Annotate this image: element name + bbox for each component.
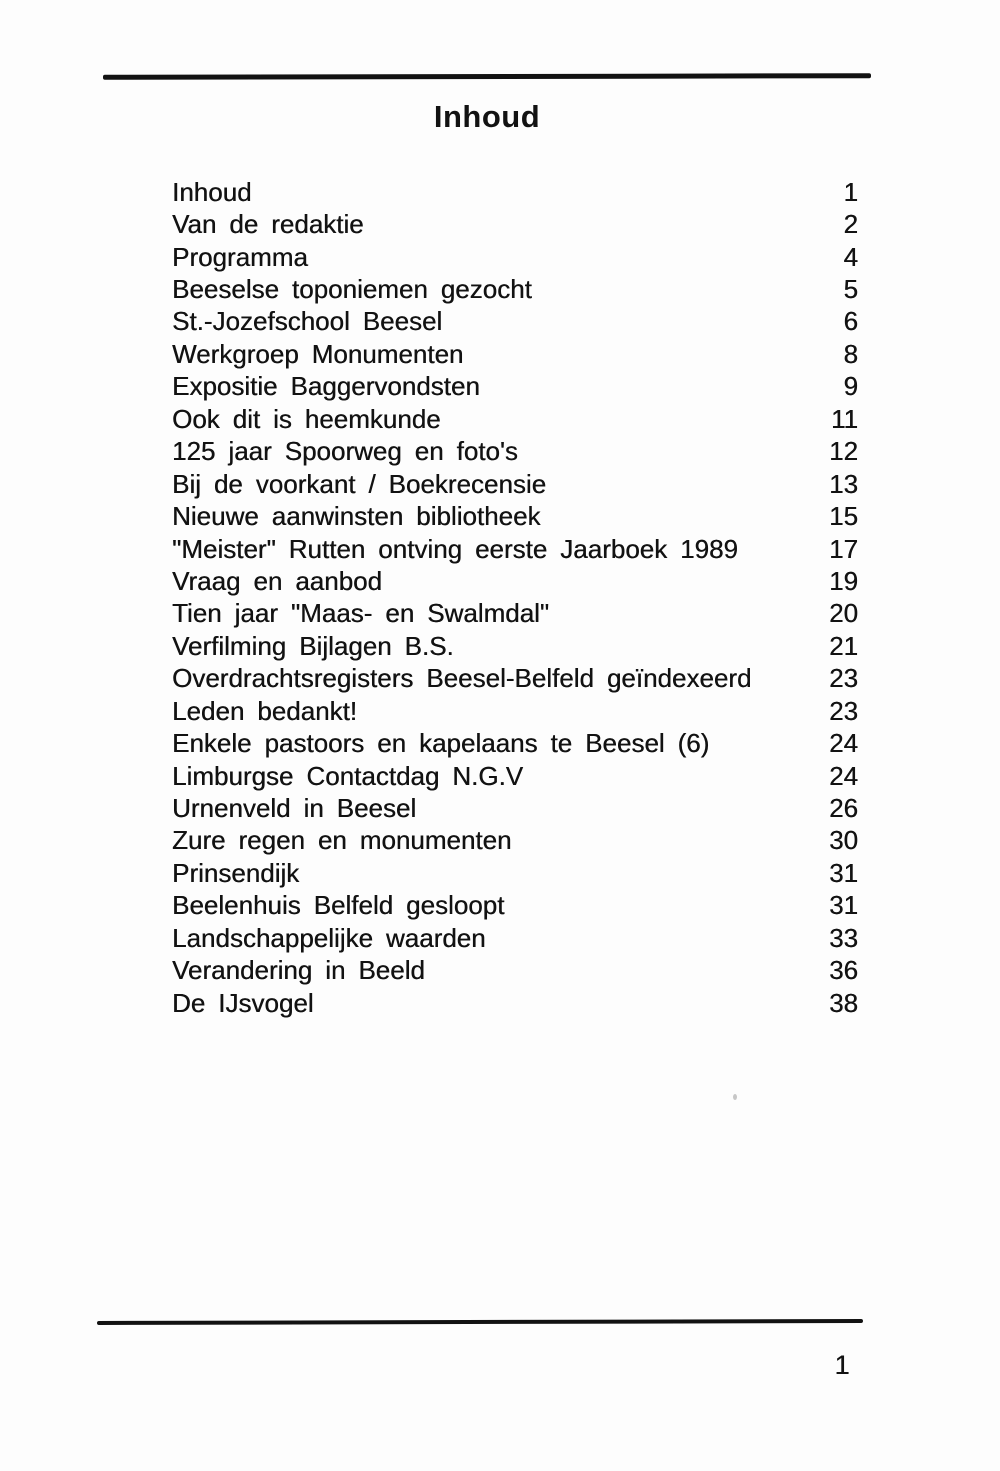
toc-entry-label: Landschappelijke waarden (172, 922, 486, 953)
toc-entry-label: Limburgse Contactdag N.G.V (172, 760, 524, 791)
toc-entry-label: Ook dit is heemkunde (172, 403, 441, 434)
toc-row (172, 273, 858, 305)
toc-entry-page-number: 12 (829, 436, 858, 467)
toc-entry-page-number: 11 (831, 403, 858, 434)
toc-entry-label: Werkgroep Monumenten (172, 338, 464, 369)
toc-entry-page-number: 8 (843, 338, 858, 369)
toc-row (172, 208, 858, 240)
toc-entry-page-number: 21 (829, 630, 858, 661)
toc-entry-label: Nieuwe aanwinsten bibliotheek (172, 501, 541, 532)
toc-entry-page-number: 17 (829, 533, 858, 564)
bottom-rule (97, 1319, 863, 1325)
page-title: Inhoud (433, 99, 541, 134)
toc-entry-label: Tien jaar "Maas- en Swalmdal" (172, 598, 550, 629)
toc-entry-page-number: 23 (829, 695, 858, 726)
toc-entry-label: St.-Jozefschool Beesel (172, 306, 443, 337)
toc-row (172, 955, 858, 987)
toc-entry-page-number: 24 (829, 728, 858, 759)
toc-entry-label: Van de redaktie (172, 209, 364, 240)
toc-row (172, 436, 858, 468)
toc-entry-label: Programma (172, 241, 308, 272)
toc-entry-page-number: 20 (829, 598, 858, 629)
toc-row (172, 792, 858, 824)
toc-row (172, 371, 858, 403)
toc-row (172, 922, 858, 954)
toc-entry-page-number: 13 (829, 468, 858, 499)
top-rule (103, 73, 871, 80)
toc-entry-page-number: 19 (829, 565, 858, 596)
toc-entry-page-number: 36 (829, 955, 858, 986)
toc-entry-label: Verandering in Beeld (172, 955, 425, 986)
toc-entry-page-number: 4 (843, 241, 858, 272)
toc-row (172, 857, 858, 889)
toc-entry-label: De IJsvogel (172, 987, 314, 1018)
toc-entry-page-number: 15 (829, 501, 858, 532)
toc-row (172, 533, 858, 565)
toc-entry-label: Inhoud (172, 176, 252, 207)
toc-entry-label: Beeselse toponiemen gezocht (172, 274, 532, 305)
toc-entry-label: Urnenveld in Beesel (172, 793, 417, 824)
toc-row (172, 987, 858, 1019)
toc-row (172, 468, 858, 500)
toc-row (172, 241, 858, 273)
toc-entry-page-number: 1 (843, 176, 858, 207)
toc-entry-page-number: 31 (829, 890, 858, 921)
toc-entry-label: "Meister" Rutten ontving eerste Jaarboek 1989 (172, 533, 738, 564)
toc-row (172, 890, 858, 922)
toc-row (172, 306, 858, 338)
scan-artifact-speck (733, 1094, 737, 1100)
toc-entry-label: Bij de voorkant / Boekrecensie (172, 468, 547, 499)
toc-row (172, 760, 858, 792)
toc-entry-page-number: 26 (829, 793, 858, 824)
toc-row (172, 500, 858, 532)
table-of-contents (172, 176, 858, 1019)
toc-row (172, 403, 858, 435)
toc-entry-page-number: 24 (829, 760, 858, 791)
toc-row (172, 338, 858, 370)
toc-entry-label: Leden bedankt! (172, 695, 357, 726)
toc-row (172, 727, 858, 759)
toc-entry-page-number: 38 (829, 987, 858, 1018)
footer-page-number: 1 (834, 1350, 850, 1380)
toc-row (172, 825, 858, 857)
toc-entry-label: Zure regen en monumenten (172, 825, 512, 856)
toc-entry-label: 125 jaar Spoorweg en foto's (172, 436, 518, 467)
toc-row (172, 663, 858, 695)
toc-entry-label: Expositie Baggervondsten (172, 371, 480, 402)
toc-entry-page-number: 6 (843, 306, 858, 337)
toc-entry-page-number: 23 (829, 663, 858, 694)
toc-entry-page-number: 9 (843, 371, 858, 402)
toc-entry-label: Vraag en aanbod (172, 565, 382, 596)
toc-row (172, 630, 858, 662)
toc-entry-label: Verfilming Bijlagen B.S. (172, 630, 454, 661)
toc-entry-label: Prinsendijk (172, 857, 300, 888)
toc-row (172, 598, 858, 630)
toc-entry-label: Enkele pastoors en kapelaans te Beesel (6) (172, 728, 710, 759)
toc-entry-page-number: 33 (829, 922, 858, 953)
toc-entry-page-number: 2 (843, 209, 858, 240)
toc-row (172, 176, 858, 208)
toc-entry-label: Overdrachtsregisters Beesel-Belfeld geïndexeerd (172, 663, 752, 694)
toc-entry-page-number: 30 (829, 825, 858, 856)
toc-entry-page-number: 5 (843, 274, 858, 305)
toc-entry-page-number: 31 (829, 857, 858, 888)
toc-entry-label: Beelenhuis Belfeld gesloopt (172, 890, 505, 921)
toc-row (172, 695, 858, 727)
toc-row (172, 565, 858, 597)
